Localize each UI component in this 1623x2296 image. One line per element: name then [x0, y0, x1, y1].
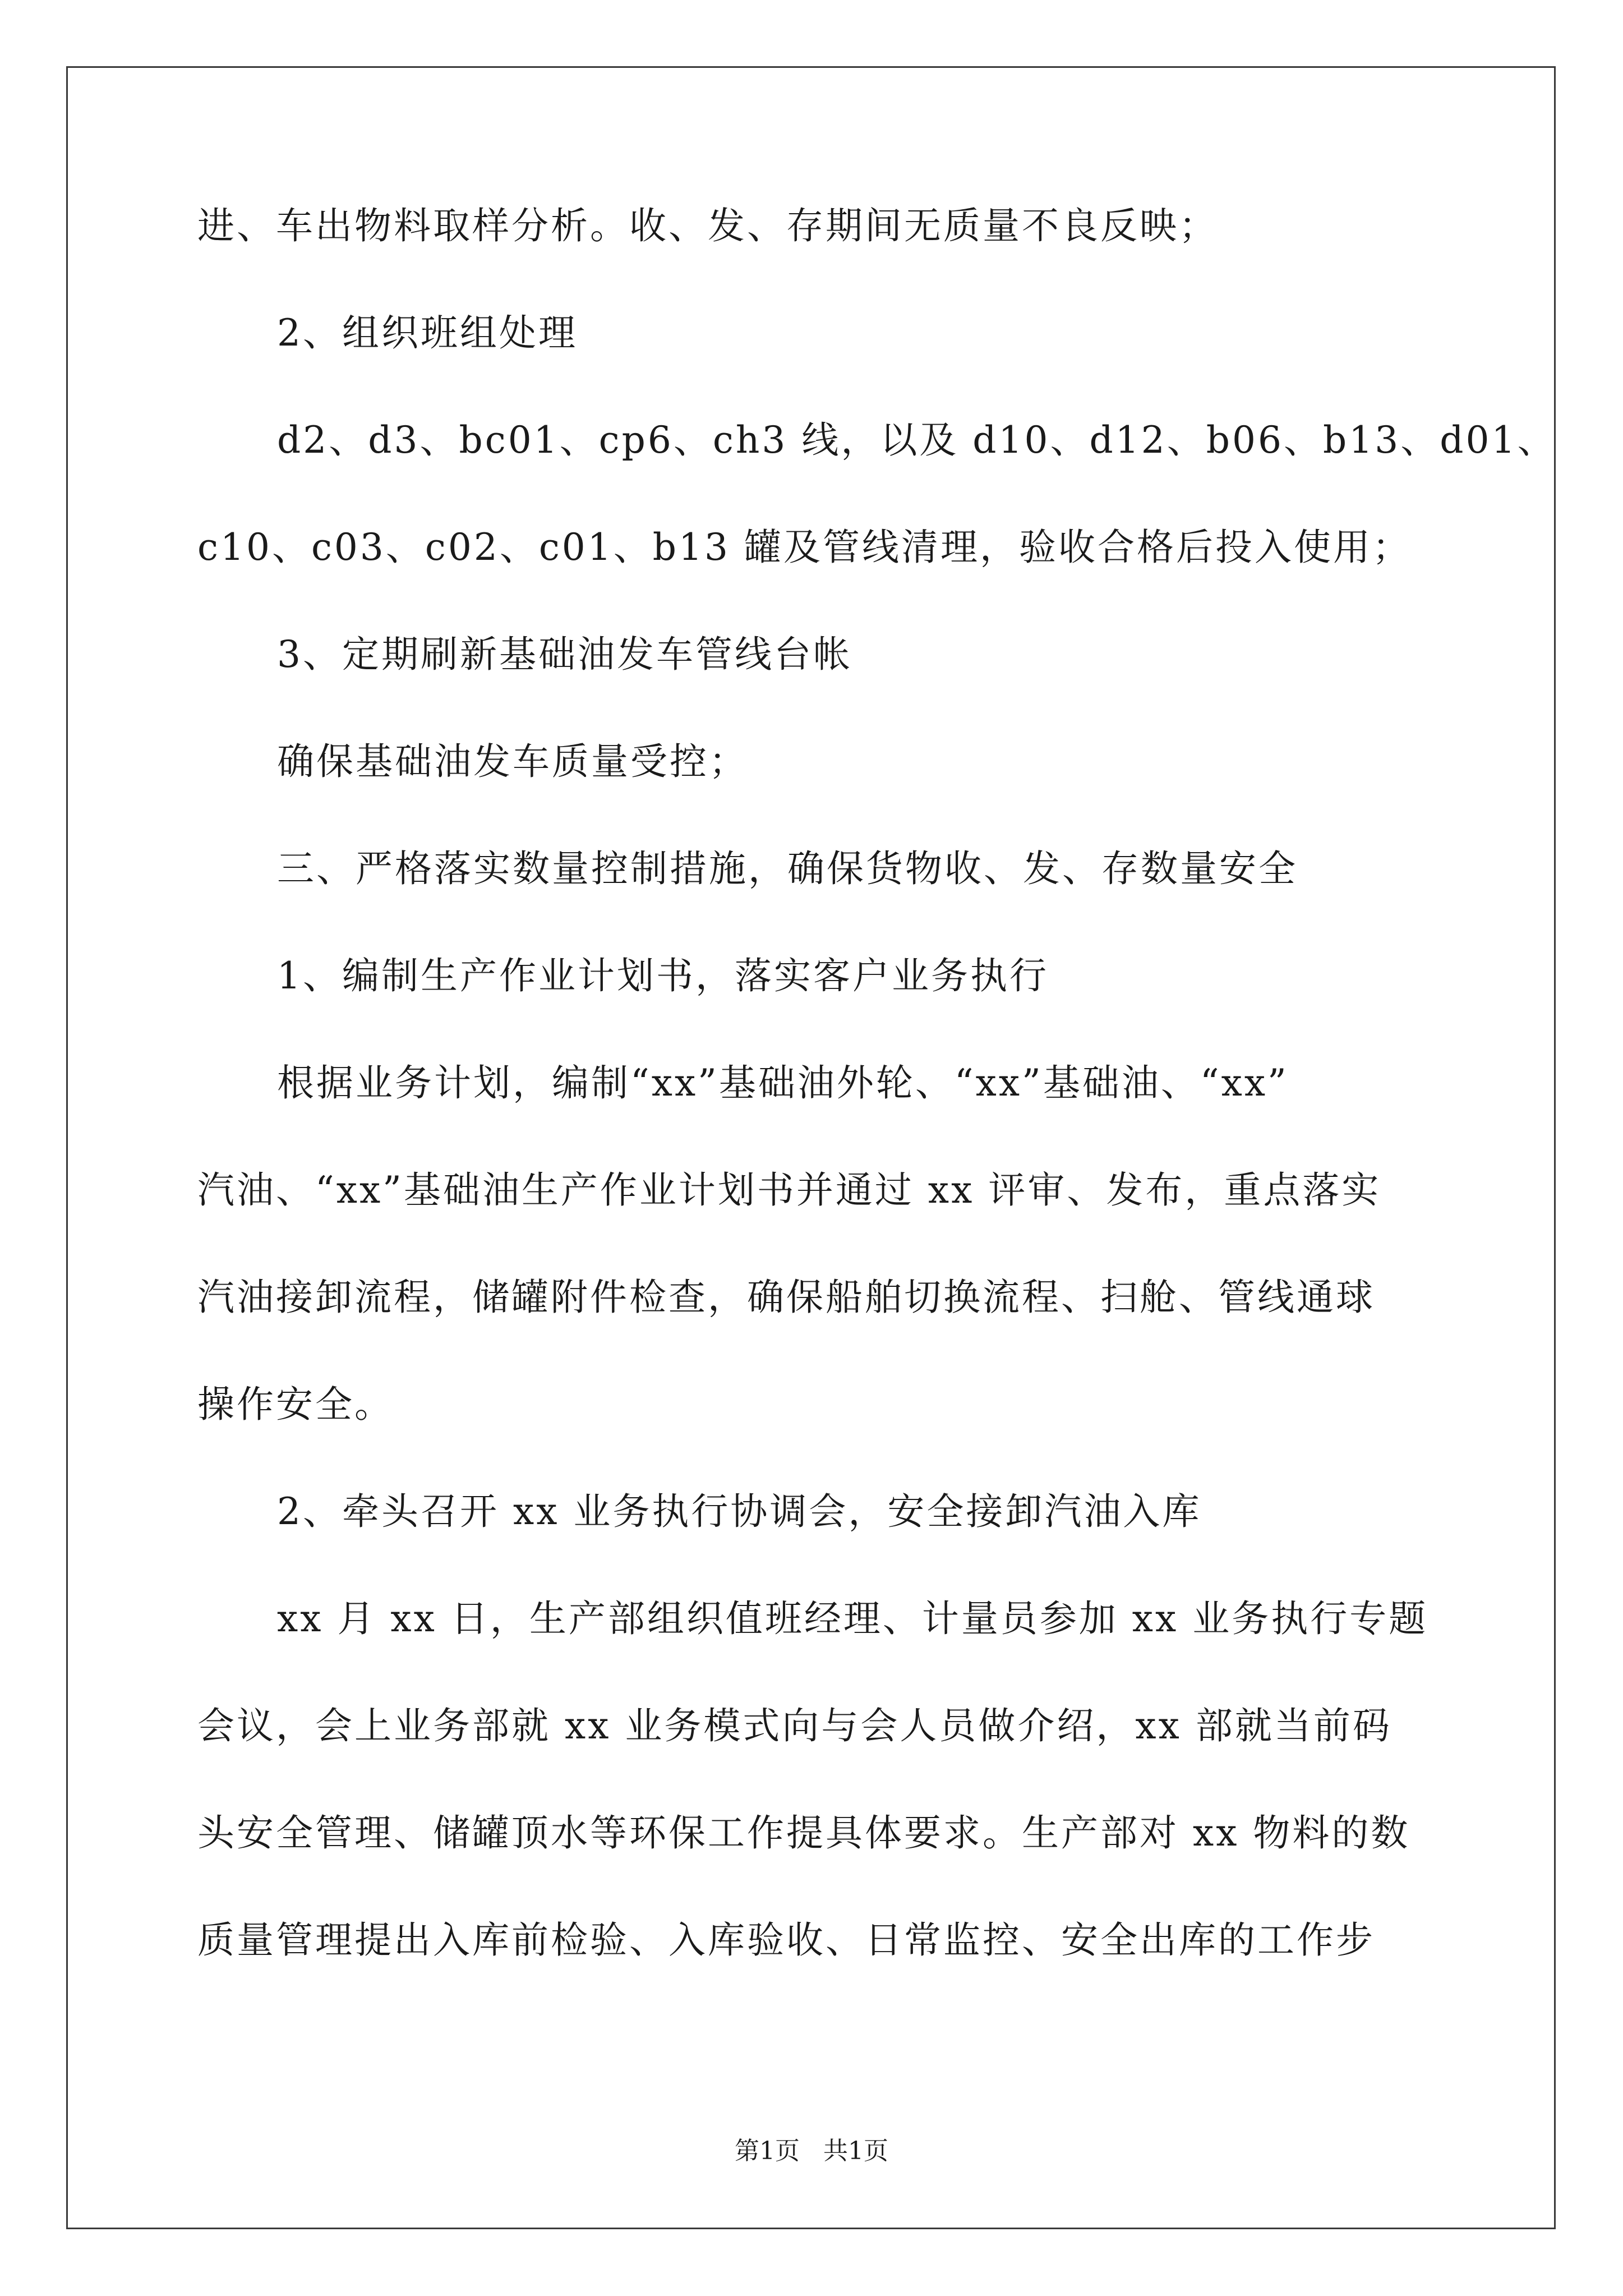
page-total: 共1页 — [823, 2137, 888, 2165]
text-line-3: d2、d3、bc01、cp6、ch3 线，以及 d10、d12、b06、b13、d01、 — [277, 418, 1557, 462]
text-line-11: 汽油接卸流程，储罐附件检查，确保船舶切换流程、扫舱、管线通球 — [197, 1276, 1375, 1319]
text-line-16: 头安全管理、储罐顶水等环保工作提具体要求。生产部对 xx 物料的数 — [197, 1811, 1410, 1855]
text-line-12: 操作安全。 — [197, 1383, 394, 1426]
text-line-14: xx 月 xx 日，生产部组织值班经理、计量员参加 xx 业务执行专题 — [277, 1597, 1428, 1640]
text-line-6: 确保基础油发车质量受控； — [277, 740, 748, 783]
text-line-15: 会议，会上业务部就 xx 业务模式向与会人员做介绍，xx 部就当前码 — [197, 1704, 1392, 1747]
text-line-4: c10、c03、c02、c01、b13 罐及管线清理，验收合格后投入使用； — [197, 526, 1412, 569]
text-line-9: 根据业务计划，编制“xx”基础油外轮、“xx”基础油、“xx” — [277, 1061, 1289, 1105]
page-number: 第1页 — [735, 2137, 800, 2165]
text-line-2: 2、组织班组处理 — [277, 311, 578, 355]
text-line-17: 质量管理提出入库前检验、入库验收、日常监控、安全出库的工作步 — [197, 1918, 1375, 1962]
text-line-10: 汽油、“xx”基础油生产作业计划书并通过 xx 评审、发布，重点落实 — [197, 1168, 1381, 1212]
text-line-8: 1、编制生产作业计划书，落实客户业务执行 — [277, 954, 1049, 997]
page-frame — [66, 66, 1556, 2229]
text-line-7: 三、严格落实数量控制措施，确保货物收、发、存数量安全 — [277, 847, 1298, 890]
page-footer — [0, 2131, 1623, 2166]
text-line-5: 3、定期刷新基础油发车管线台帐 — [277, 633, 852, 676]
text-line-13: 2、牵头召开 xx 业务执行协调会，安全接卸汽油入库 — [277, 1490, 1202, 1533]
text-line-1: 进、车出物料取样分析。收、发、存期间无质量不良反映； — [197, 204, 1218, 247]
